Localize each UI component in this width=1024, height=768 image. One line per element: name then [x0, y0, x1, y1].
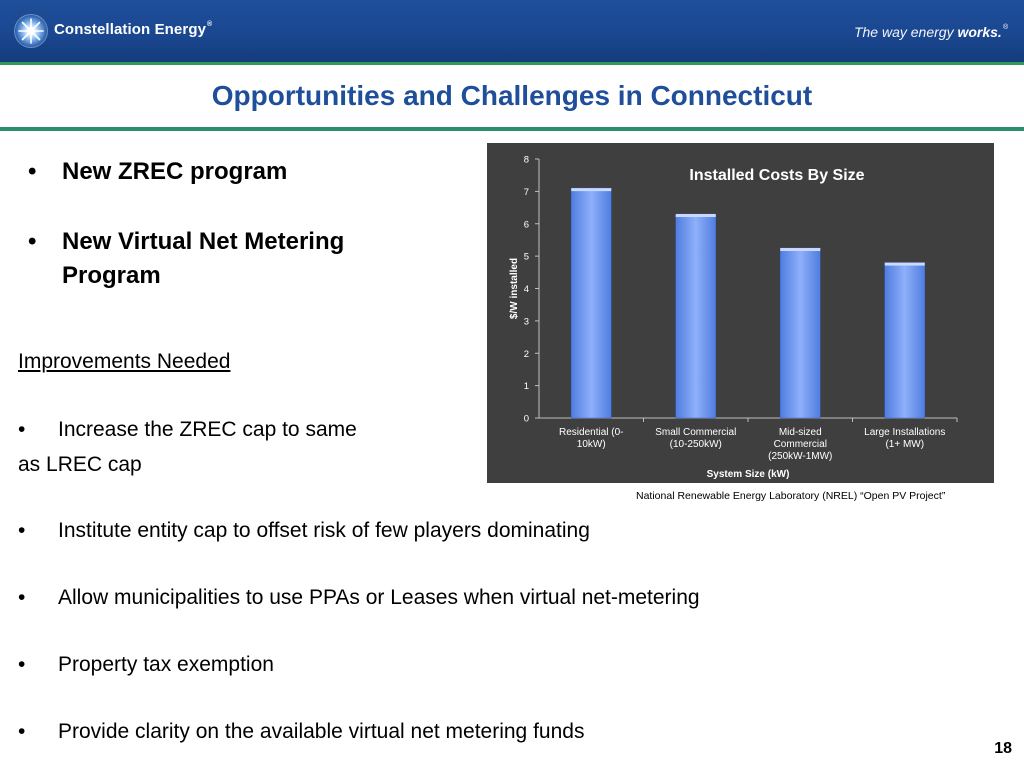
brand-name: Constellation Energy® [54, 21, 213, 38]
x-tick-label: (250kW-1MW) [768, 451, 833, 462]
chart-canvas [487, 143, 994, 483]
y-tick-label: 8 [523, 154, 529, 166]
header-accent-line [0, 62, 1024, 65]
bullet-icon: • [18, 418, 26, 441]
installed-costs-chart [487, 143, 994, 483]
y-tick-label: 1 [523, 381, 529, 393]
bullet-icon: • [18, 720, 26, 743]
tagline-light: The way energy [853, 24, 954, 40]
bullet-text: New ZREC program [62, 158, 288, 185]
x-tick-label: Commercial [773, 439, 827, 450]
x-tick-label: Residential (0- [559, 427, 624, 438]
constellation-logo-icon [14, 14, 48, 48]
y-tick-label: 5 [523, 251, 529, 263]
chart-bar-top [780, 248, 820, 251]
chart-bar [885, 263, 925, 418]
slide-title: Opportunities and Challenges in Connecticut [211, 80, 813, 111]
bullet-text-line2: Program [62, 262, 161, 289]
x-tick-label: Mid-sized [778, 427, 822, 438]
chart-bar [676, 214, 716, 418]
improvement-text: Provide clarity on the available virtual net metering funds [58, 720, 585, 743]
chart-source-note: National Renewable Energy Laboratory (NREL) “Open PV Project” [636, 490, 946, 502]
x-tick-label: Large Installations [864, 427, 946, 438]
tagline-bold: works. [957, 24, 1002, 40]
y-axis-label: $/W installed [509, 257, 520, 320]
chart-bar-top [885, 263, 925, 266]
title-divider [0, 127, 1024, 131]
bullet-icon: • [28, 228, 37, 255]
improvement-text: Allow municipalities to use PPAs or Leases when virtual net-metering [58, 586, 700, 609]
chart-bar-top [676, 214, 716, 217]
chart-title: Installed Costs By Size [689, 167, 865, 184]
bullet-icon: • [18, 653, 26, 676]
improvement-text-line2: as LREC cap [18, 453, 142, 476]
improvement-text: Increase the ZREC cap to same [58, 418, 357, 441]
x-tick-label: (1+ MW) [885, 439, 925, 450]
y-tick-label: 3 [523, 316, 529, 328]
improvement-text: Institute entity cap to offset risk of few players dominating [58, 519, 590, 542]
chart-bar [780, 248, 820, 418]
bullet-icon: • [18, 586, 26, 609]
tagline: The way energy works.® [853, 24, 1008, 40]
x-axis-label: System Size (kW) [706, 469, 790, 480]
header-bar [0, 0, 1024, 62]
bullet-icon: • [28, 158, 37, 185]
improvement-text: Property tax exemption [58, 653, 274, 676]
bullet-text: New Virtual Net Metering [62, 228, 345, 255]
y-tick-label: 4 [523, 284, 529, 295]
improvement-item-1-cont [18, 453, 142, 477]
page-number: 18 [994, 740, 1012, 757]
x-tick-label: 10kW) [576, 439, 606, 450]
y-tick-label: 2 [523, 348, 529, 360]
improvements-heading: Improvements Needed [18, 350, 231, 373]
y-tick-label: 0 [523, 413, 529, 425]
x-tick-label: (10-250kW) [669, 439, 722, 450]
bullet-icon: • [18, 519, 26, 542]
chart-bar-top [571, 188, 611, 191]
y-tick-label: 7 [523, 186, 529, 198]
chart-bar [571, 188, 611, 418]
y-tick-label: 6 [523, 219, 529, 231]
x-tick-label: Small Commercial [655, 427, 737, 438]
